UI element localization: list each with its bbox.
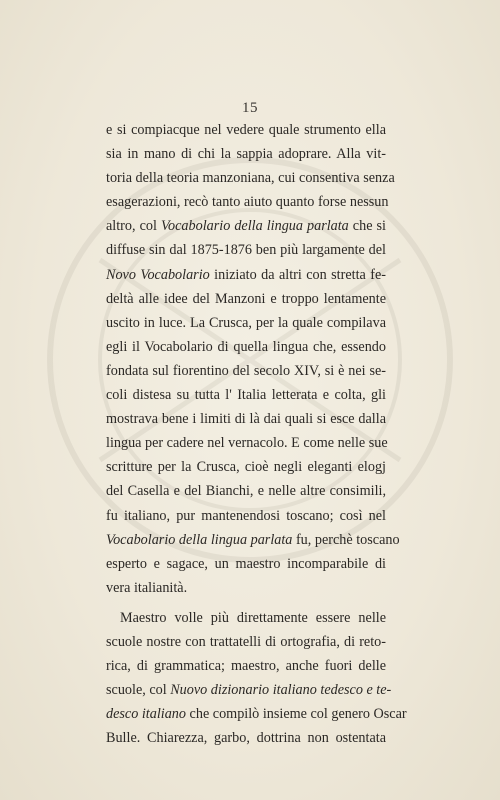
text-run: scuole nostre con trattatelli di ortografia, di reto- [106, 633, 386, 650]
text-line [106, 311, 386, 335]
text-line [106, 287, 386, 311]
text-line [106, 678, 392, 702]
italic-title: Novo Vocabolario [106, 266, 210, 283]
text-line [106, 238, 386, 262]
text-line [106, 263, 386, 287]
text-run: toria della teoria manzoniana, cui consentiva senza [106, 170, 395, 187]
text-line [106, 726, 386, 750]
text-line [106, 431, 386, 455]
text-line [106, 335, 386, 359]
text-run: esperto e sagace, un maestro incomparabile di [106, 555, 386, 572]
text-run: vera italianità. [106, 579, 188, 596]
text-run: altro, col [106, 218, 161, 235]
text-line [106, 214, 386, 238]
text-run: del Casella e del Bianchi, e nelle altre consimili, [106, 483, 386, 500]
text-run: uscito in luce. La Crusca, per la quale compilava [106, 314, 386, 331]
text-line [106, 166, 395, 190]
text-run: rica, di grammatica; maestro, anche fuori delle [106, 658, 386, 675]
text-run: e si compiacque nel vedere quale strumento ella [106, 122, 386, 138]
text-run: mostrava bene i limiti di là dai quali si esce dalla [106, 411, 386, 428]
body-text [106, 118, 407, 750]
text-line [106, 118, 386, 142]
page-number: 15 [242, 100, 258, 116]
text-run: che compilò insieme col genero Oscar [186, 706, 407, 723]
text-run: coli distesa su tutta l' Italia letterata e colta, gli [106, 387, 386, 404]
text-run: che si [348, 218, 386, 235]
text-run: fondata sul fiorentino del secolo XIV, si è nei se- [106, 362, 386, 379]
text-run: egli il Vocabolario di quella lingua che, essendo [106, 338, 386, 355]
text-line [106, 630, 386, 654]
text-run: fu italiano, pur mantenendosi toscano; così nel [106, 507, 386, 524]
text-line [106, 455, 386, 479]
text-run: fu, perchè toscano [292, 531, 400, 548]
text-run: Maestro volle più direttamente essere nelle [120, 609, 386, 626]
text-line [106, 576, 386, 600]
text-run: diffuse sin dal 1875-1876 ben più largamente del [106, 242, 386, 259]
text-run: lingua per cadere nel vernacolo. E come nelle sue [106, 435, 388, 452]
text-run: scritture per la Crusca, cioè negli eleganti elogj [106, 459, 386, 476]
italic-title: Nuovo dizionario italiano tedesco e te- [170, 682, 392, 699]
italic-title: desco italiano [106, 706, 186, 723]
text-line [106, 702, 407, 726]
text-line [106, 504, 386, 528]
text-line [106, 606, 386, 630]
text-run: sia in mano di chi la sappia adoprare. Alla vit- [106, 146, 386, 163]
text-run: Bulle. Chiarezza, garbo, dottrina non ostentata [106, 730, 386, 747]
text-line [106, 528, 400, 552]
text-line [106, 407, 386, 431]
text-line [106, 479, 386, 503]
italic-title: Vocabolario della lingua parlata [106, 531, 293, 548]
italic-title: Vocabolario della lingua parlata [160, 218, 349, 235]
text-line [106, 552, 386, 576]
text-run: esagerazioni, recò tanto aiuto quanto forse nessun [106, 194, 389, 211]
text-run: scuole, col [106, 682, 171, 699]
text-line [106, 383, 386, 407]
text-line [106, 359, 386, 383]
text-line [106, 654, 386, 678]
text-run: deltà alle idee del Manzoni e troppo lentamente [106, 290, 386, 307]
text-run: iniziato da altri con stretta fe- [209, 266, 386, 283]
text-line [106, 142, 386, 166]
text-line [106, 190, 389, 214]
